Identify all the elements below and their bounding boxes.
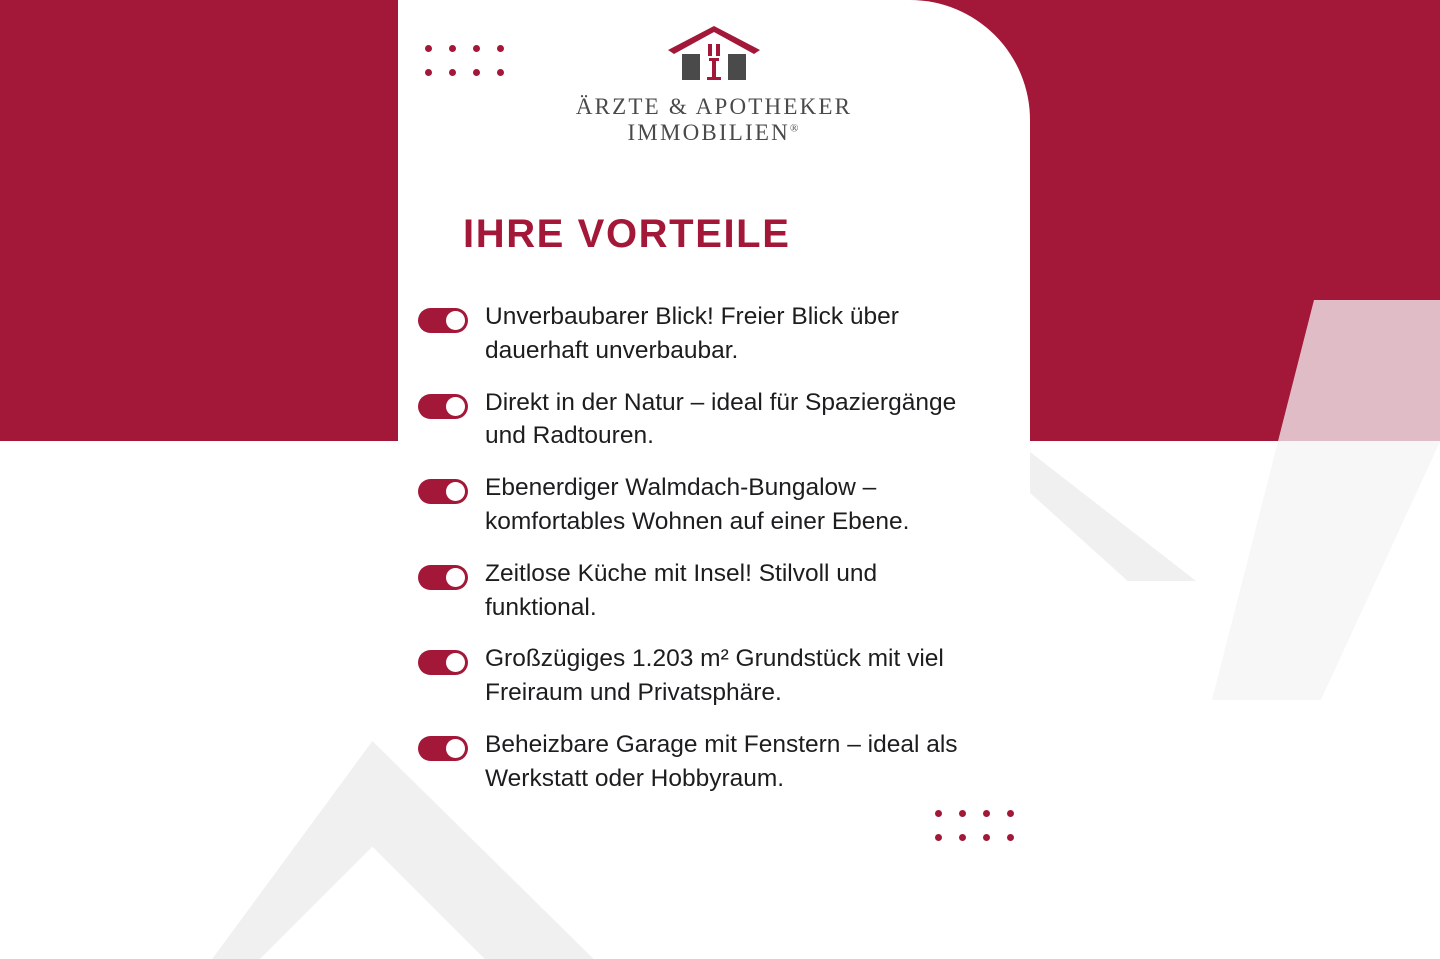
dot [983, 834, 990, 841]
list-item [418, 728, 998, 796]
brand-name-line2-text: IMMOBILIEN [627, 120, 790, 146]
page-title: IHRE VORTEILE [463, 212, 791, 256]
brand-name-line1: ÄRZTE & APOTHEKER [575, 94, 853, 119]
dot [1007, 810, 1014, 817]
list-item [418, 300, 998, 368]
dot [1007, 834, 1014, 841]
list-item [418, 642, 998, 710]
toggle-knob [446, 482, 465, 501]
background-block-bottom [0, 441, 404, 959]
benefits-list [418, 300, 998, 814]
toggle-knob [446, 568, 465, 587]
list-item-label: Ebenerdiger Walmdach-Bungalow – komfortables Wohnen auf einer Ebene. [485, 474, 910, 535]
registered-mark: ® [789, 122, 801, 135]
list-item [418, 386, 998, 454]
list-item-label: Direkt in der Natur – ideal für Spaziergänge und Radtouren. [485, 388, 957, 450]
toggle-switch-on[interactable] [418, 650, 468, 675]
list-item-label: Unverbaubarer Blick! Freier Blick über dauerhaft unverbaubar. [485, 303, 899, 364]
house-with-pharmacy-pestle-icon [656, 24, 772, 82]
toggle-knob [446, 653, 465, 672]
toggle-knob [446, 311, 465, 330]
toggle-switch-on[interactable] [418, 565, 468, 590]
list-item [418, 557, 998, 625]
decorative-arrow-small [1016, 441, 1196, 581]
list-item-label: Beheizbare Garage mit Fenstern – ideal als Werkstatt oder Hobbyraum. [485, 730, 958, 792]
list-item-label: Zeitlose Küche mit Insel! Stilvoll und funktional. [485, 559, 878, 621]
toggle-switch-on[interactable] [418, 736, 468, 761]
brand-name-line2 [398, 120, 1030, 146]
dot [935, 834, 942, 841]
brand-logo [398, 24, 1030, 147]
toggle-knob [446, 739, 465, 758]
toggle-switch-on[interactable] [418, 479, 468, 504]
dot [959, 834, 966, 841]
list-item [418, 471, 998, 539]
toggle-switch-on[interactable] [418, 308, 468, 333]
background-block-left [0, 0, 404, 441]
toggle-knob [446, 397, 465, 416]
toggle-switch-on[interactable] [418, 394, 468, 419]
dot-grid-bottom [935, 810, 1017, 844]
list-item-label: Großzügiges 1.203 m² Grundstück mit viel Freiraum und Privatsphäre. [485, 645, 944, 707]
